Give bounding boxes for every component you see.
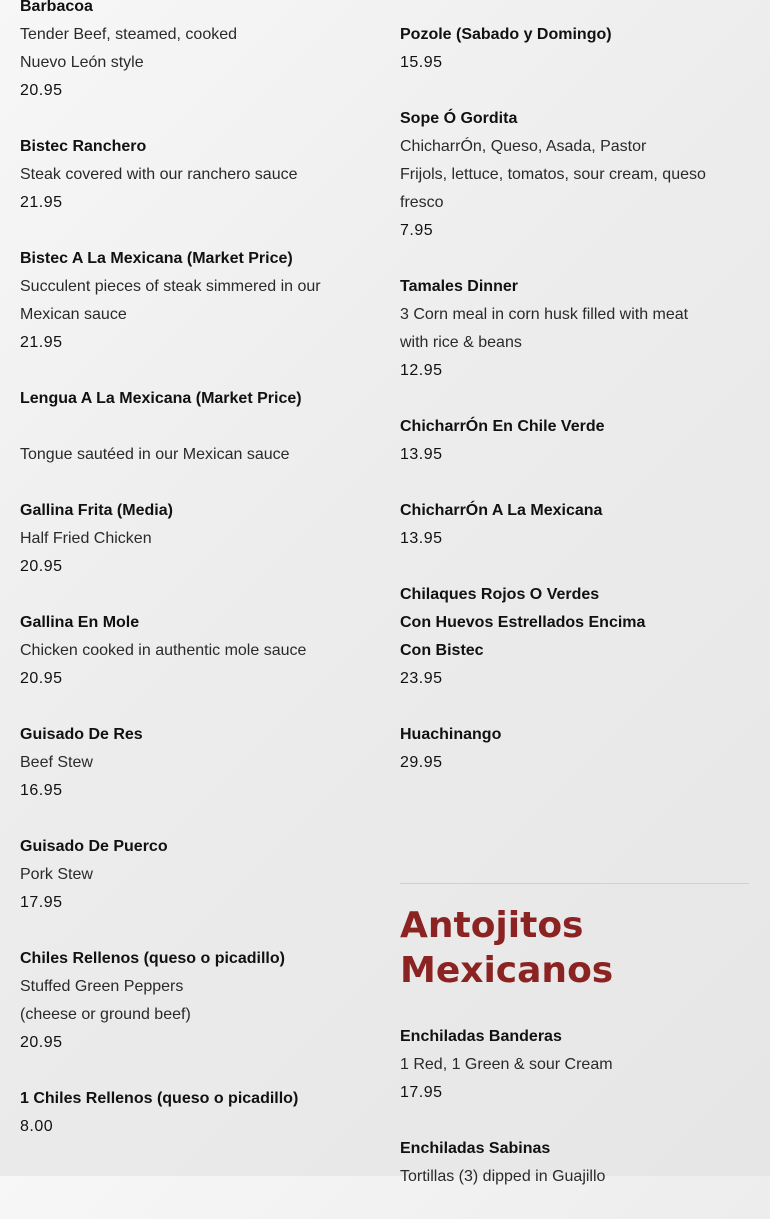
section-title: Antojitos Mexicanos: [400, 905, 614, 991]
item-description: Tongue sautéed in our Mexican sauce: [20, 446, 290, 463]
item-name: 1 Chiles Rellenos (queso o picadillo): [20, 1090, 299, 1107]
item-name: Con Bistec: [400, 642, 484, 659]
item-price: 12.95: [400, 362, 443, 379]
item-name: Huachinango: [400, 726, 502, 743]
item-name: Tamales Dinner: [400, 278, 518, 295]
item-name: Lengua A La Mexicana (Market Price): [20, 390, 302, 407]
item-price: 13.95: [400, 446, 443, 463]
item-name: Guisado De Puerco: [20, 838, 168, 855]
item-price: 16.95: [20, 782, 63, 799]
item-description: Pork Stew: [20, 866, 93, 883]
item-price: 17.95: [20, 894, 63, 911]
menu-item: [20, 245, 350, 357]
menu-column-left: [20, 0, 350, 1169]
item-description: ChicharrÓn, Queso, Asada, Pastor: [400, 138, 647, 155]
item-description: Chicken cooked in authentic mole sauce: [20, 642, 307, 659]
item-price: 7.95: [400, 222, 434, 239]
blank-line: [20, 413, 350, 441]
item-name: ChicharrÓn A La Mexicana: [400, 502, 603, 519]
item-description: Steak covered with our ranchero sauce: [20, 166, 298, 183]
menu-item: [20, 721, 350, 805]
menu-item: [400, 21, 730, 77]
item-description: Stuffed Green Peppers: [20, 978, 184, 995]
item-description: Nuevo León style: [20, 54, 144, 71]
item-name: Sope Ó Gordita: [400, 110, 518, 127]
item-name: Enchiladas Sabinas: [400, 1140, 551, 1157]
section-divider: [400, 883, 749, 884]
item-description: (cheese or ground beef): [20, 1006, 191, 1023]
item-price: 17.95: [400, 1084, 443, 1101]
item-name: Bistec A La Mexicana (Market Price): [20, 250, 293, 267]
item-description: Succulent pieces of steak simmered in our: [20, 278, 321, 295]
item-price: 8.00: [20, 1118, 54, 1135]
item-description: with rice & beans: [400, 334, 522, 351]
item-name: Chilaques Rojos O Verdes: [400, 586, 600, 603]
item-description: 1 Red, 1 Green & sour Cream: [400, 1056, 613, 1073]
item-description: Frijols, lettuce, tomatos, sour cream, queso: [400, 166, 706, 183]
menu-item: [400, 497, 730, 553]
menu-item: [400, 1135, 730, 1191]
item-name: Pozole (Sabado y Domingo): [400, 26, 612, 43]
menu-item: [20, 133, 350, 217]
item-description: Mexican sauce: [20, 306, 127, 323]
item-name: Enchiladas Banderas: [400, 1028, 562, 1045]
item-name: Barbacoa: [20, 0, 93, 15]
item-price: 13.95: [400, 530, 443, 547]
item-description: Beef Stew: [20, 754, 93, 771]
item-name: Bistec Ranchero: [20, 138, 147, 155]
menu-item: [400, 721, 730, 777]
item-price: 20.95: [20, 670, 63, 687]
item-price: 21.95: [20, 334, 63, 351]
menu-section-antojitos: [400, 1023, 730, 1219]
menu-item: [400, 413, 730, 469]
item-name: Guisado De Res: [20, 726, 143, 743]
item-price: 20.95: [20, 1034, 63, 1051]
item-price: 21.95: [20, 194, 63, 211]
menu-item: [20, 0, 350, 105]
menu-item: [20, 945, 350, 1057]
menu-item: [400, 1023, 730, 1107]
menu-item: [20, 609, 350, 693]
menu-item: [20, 833, 350, 917]
menu-item: [400, 581, 730, 693]
item-name: Gallina Frita (Media): [20, 502, 173, 519]
menu-item: [400, 105, 730, 245]
menu-item: [20, 1085, 350, 1141]
item-description: Tortillas (3) dipped in Guajillo: [400, 1168, 606, 1185]
item-description: Tender Beef, steamed, cooked: [20, 26, 238, 43]
menu-item: [20, 497, 350, 581]
item-name: Chiles Rellenos (queso o picadillo): [20, 950, 285, 967]
menu-column-right: [400, 0, 730, 805]
item-price: 23.95: [400, 670, 443, 687]
item-name: Con Huevos Estrellados Encima: [400, 614, 646, 631]
item-name: ChicharrÓn En Chile Verde: [400, 418, 605, 435]
item-price: 15.95: [400, 54, 443, 71]
item-description: fresco: [400, 194, 444, 211]
menu-item: [400, 273, 730, 385]
item-price: 20.95: [20, 558, 63, 575]
item-description: 3 Corn meal in corn husk filled with meat: [400, 306, 689, 323]
item-name: Gallina En Mole: [20, 614, 140, 631]
item-price: 20.95: [20, 82, 63, 99]
item-description: Half Fried Chicken: [20, 530, 152, 547]
menu-item: [20, 385, 350, 469]
item-price: 29.95: [400, 754, 443, 771]
